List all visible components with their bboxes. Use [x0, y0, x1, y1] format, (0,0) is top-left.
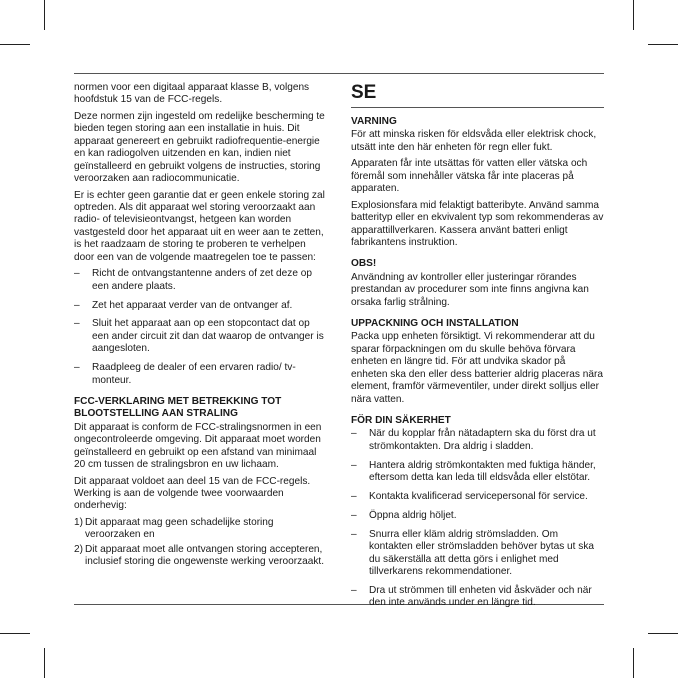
- right-column: [351, 82, 604, 616]
- measures-list: [74, 268, 326, 387]
- crop-mark: [44, 648, 45, 678]
- safety-list: [351, 428, 604, 609]
- paragraph: Packa upp enheten försiktigt. Vi rekommenderar att du sparar förpackningen om du skulle behöva förvara enheten en längre tid. För att undvika skador på enheten ska den eller dess batterier aldrig placeras nära element, framför värmeventiler, under direkt solljus eller nära vatten.: [351, 331, 603, 405]
- crop-mark: [44, 0, 45, 30]
- warning-heading: VARNING: [351, 116, 397, 127]
- item-text: Dit apparaat moet alle ontvangen storing accepteren, inclusief storing die ongewenste werking veroorzaakt.: [85, 543, 325, 568]
- list-item: – När du kopplar från nätadaptern ska du först dra ut strömkontakten. Dra aldrig i sladden.: [351, 428, 604, 453]
- left-column: [74, 82, 326, 571]
- item-text: Dit apparaat mag geen schadelijke storing veroorzaken en: [85, 517, 274, 541]
- list-item: – Snurra eller kläm aldrig strömsladden. Om kontakten eller strömsladden behöver bytas ut ska du säkerställa att detta görs i enlighet med tillverkarens rekommendationer.: [351, 529, 604, 579]
- crop-mark: [648, 44, 678, 45]
- list-item: – Kontakta kvalificerad servicepersonal för service.: [351, 491, 604, 503]
- list-item: – Öppna aldrig höljet.: [351, 510, 604, 522]
- crop-mark: [648, 633, 678, 634]
- crop-mark: [0, 44, 30, 45]
- list-item: – Richt de ontvangstantenne anders of zet deze op een andere plaats.: [74, 268, 326, 293]
- list-item: – Sluit het apparaat aan op een stopcontact dat op een ander circuit zit dan dat waarop de ontvanger is aangesloten.: [74, 318, 326, 355]
- language-heading: SE: [351, 82, 604, 108]
- obs-heading: OBS!: [351, 258, 377, 270]
- list-item: – Hantera aldrig strömkontakten med fuktiga händer, eftersom detta kan leda till eldsvåda eller elstötar.: [351, 460, 604, 485]
- crop-mark: [633, 0, 634, 30]
- paragraph: Apparaten får inte utsättas för vatten eller vätska och föremål som innehåller vätska får inte placeras på apparaten.: [351, 158, 588, 195]
- paragraph: Er is echter geen garantie dat er geen enkele storing zal optreden. Als dit apparaat wel storing veroorzaakt aan radio- of televisieontvangst, hetgeen kan worden vastgesteld door het apparaat uit en weer aan te zetten, is het raadzaam de storing te proberen te verhelpen door een van de volgende maatregelen toe te passen:: [74, 189, 325, 263]
- fcc-heading: FCC-VERKLARING MET BETREKKING TOT BLOOTSTELLING AAN STRALING: [74, 396, 282, 420]
- list-item: [74, 544, 326, 569]
- safety-heading: FÖR DIN SÄKERHET: [351, 414, 451, 426]
- paragraph: Dit apparaat voldoet aan deel 15 van de FCC-regels. Werking is aan de volgende twee voorwaarden onderhevig:: [74, 475, 311, 512]
- item-number: 1): [74, 517, 83, 529]
- crop-mark: [633, 648, 634, 678]
- list-item: [74, 517, 326, 542]
- paragraph: Deze normen zijn ingesteld om redelijke bescherming te bieden tegen storing aan een installatie in huis. Dit apparaat genereert en gebruikt radiofrequentie-energie en kan radiogolven uitzenden en kan, indien niet geïnstalleerd en gebruikt volgens de instructies, storing veroorzaken aan radiocommunicatie.: [74, 111, 325, 185]
- list-item: – Zet het apparaat verder van de ontvanger af.: [74, 300, 326, 312]
- paragraph: Dit apparaat is conform de FCC-stralingsnormen in een ongecontroleerde omgeving. Dit apparaat moet worden geïnstalleerd en gebruikt op een afstand van minimaal 20 cm tussen de stralingsbron en uw lichaam.: [74, 421, 322, 471]
- unpacking-heading: UPPACKNING OCH INSTALLATION: [351, 318, 519, 330]
- top-rule: [74, 73, 604, 74]
- list-item: – Raadpleeg de dealer of een ervaren radio/ tv-monteur.: [74, 362, 326, 387]
- paragraph: För att minska risken för eldsvåda eller elektrisk chock, utsätt inte den här enheten för regn eller fukt.: [351, 129, 597, 153]
- paragraph: normen voor een digitaal apparaat klasse B, volgens hoofdstuk 15 van de FCC-regels.: [74, 82, 310, 106]
- crop-mark: [0, 633, 30, 634]
- list-item: – Dra ut strömmen till enheten vid åskväder och när den inte används under en längre tid.: [351, 585, 604, 610]
- item-number: 2): [74, 543, 83, 555]
- paragraph: Explosionsfara mid felaktigt batteribyte. Använd samma batterityp eller en ekvivalent typ som rekommenderas av apparattillverkaren. Kassera använt batteri enligt fabrikantens instruktion.: [351, 199, 604, 249]
- conditions-list: [74, 517, 326, 569]
- paragraph: Användning av kontroller eller justeringar rörandes prestandan av procedurer som inte finns angivna kan orsaka farlig strålning.: [351, 271, 589, 308]
